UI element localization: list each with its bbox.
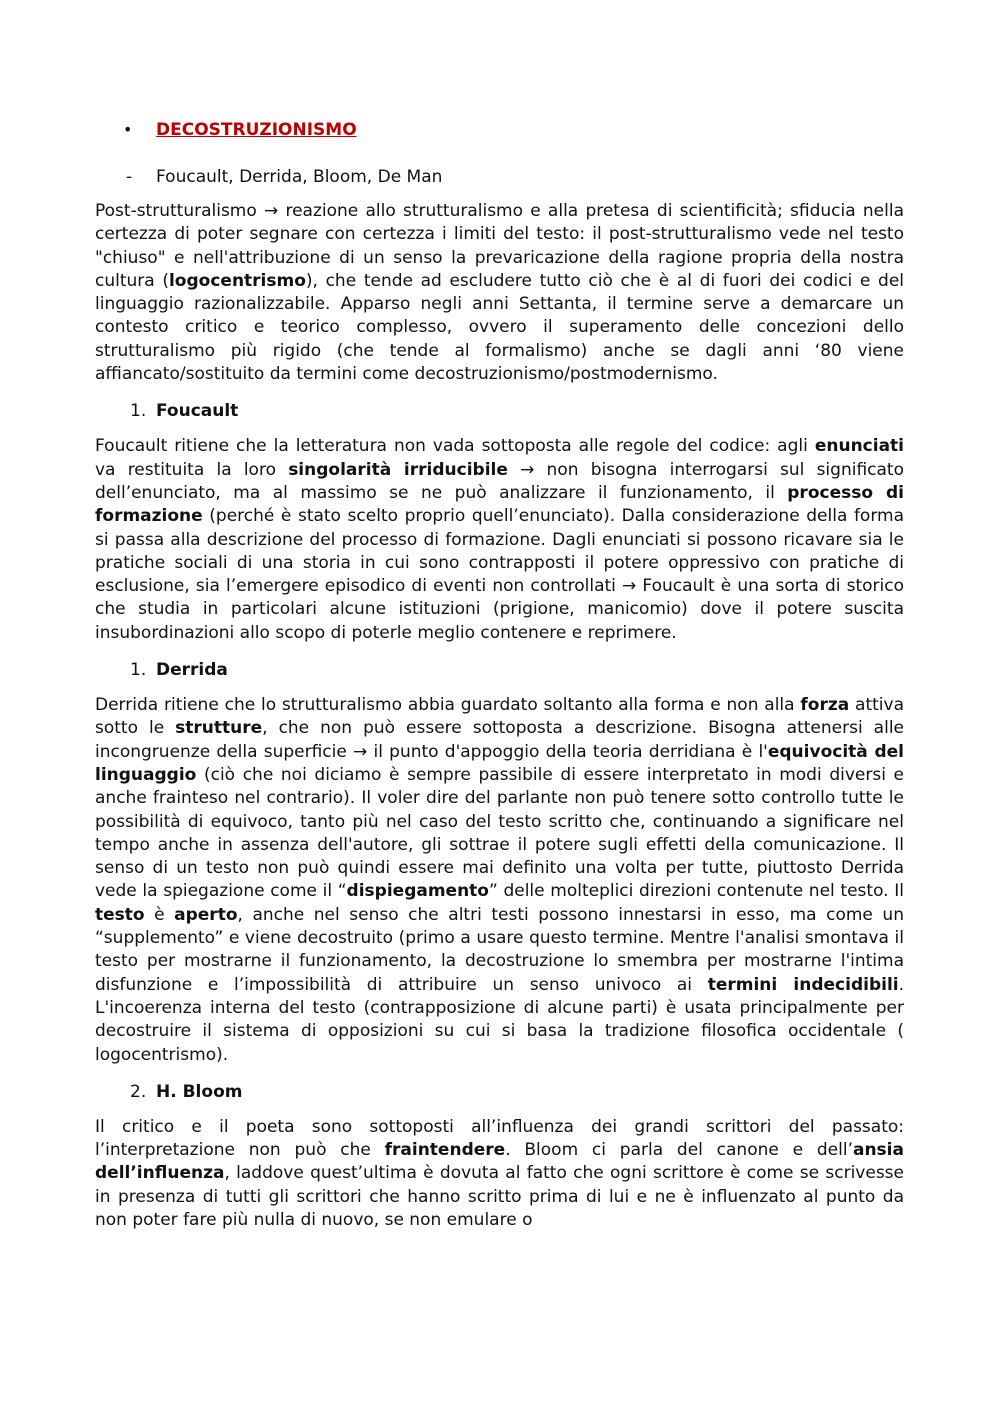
bold-term: processo di formazione	[95, 482, 904, 527]
text-run: . Bloom ci parla del canone e dell’	[505, 1140, 853, 1161]
text-run: , laddove quest’ultima è dovuta al fatto che ogni scrittore è come se scrivesse in presenza di tutti gli scrittori che hanno scritto prima di lui e ne è influenzato al punto da non poter fare più nulla di nuovo, se non emulare o	[95, 1163, 904, 1230]
bold-term: aperto	[174, 904, 238, 925]
heading-bloom	[95, 1080, 904, 1104]
bold-term: testo	[95, 904, 145, 925]
bold-term: logocentrismo	[168, 270, 306, 291]
text-run: ” delle molteplici direzioni contenute nel testo. Il	[488, 881, 904, 902]
authors-list: Foucault, Derrida, Bloom, De Man	[156, 167, 443, 187]
text-run: attiva sotto le	[95, 695, 904, 739]
bold-term: dispiegamento	[346, 881, 489, 902]
heading-foucault	[95, 399, 904, 423]
bold-term: strutture	[175, 718, 263, 739]
text-run: . L'incoerenza interna del testo (contrapposizione di alcune parti) è usata principalmente per decostruire il sistema di opposizioni su cui si basa la tradizione filosofica occidentale ( logocentrismo).	[95, 974, 905, 1065]
text-run: (perché è stato scelto proprio quell’enunciato). Dalla considerazione della forma si passa alla descrizione del processo di formazione. Dagli enunciati si possono ricavare sia le pratiche sociali di una storia in cui sono contrapposti il potere oppressivo con pratiche di esclusione, sia l’emergere episodico di eventi non controllati → Foucault è una sorta di storico che studia in particolari alcune istituzioni (prigione, manicomio) dove il potere suscita insubordinazioni allo scopo di poterle meglio contenere e reprimere.	[95, 506, 904, 643]
heading-label: Foucault	[156, 401, 239, 422]
heading-derrida	[95, 658, 904, 682]
text-run: va restituita la loro	[95, 459, 289, 480]
bold-term: fraintendere	[384, 1140, 506, 1161]
text-run: → non bisogna interrogarsi sul significato dell’enunciato, ma al massimo se ne può analizzare il funzionamento, il	[95, 459, 904, 503]
text-run: Foucault ritiene che la letteratura non vada sottoposta alle regole del codice: agli	[95, 436, 815, 457]
text-run: , che non può essere sottoposta a descrizione. Bisogna attenersi alle incongruenze della superficie → il punto d'appoggio della teoria derridiana è l'	[95, 718, 904, 762]
list-number: 2.	[130, 1081, 147, 1102]
bold-term: termini indecidibili	[707, 974, 899, 995]
bold-term: forza	[800, 695, 850, 716]
document-body	[95, 116, 904, 1236]
list-number: 1.	[130, 660, 147, 681]
text-run: Derrida ritiene che lo strutturalismo abbia guardato soltanto alla forma e non alla	[95, 695, 801, 716]
heading-label: Derrida	[156, 660, 228, 681]
text-run: (ciò che noi diciamo è sempre passibile di essere interpretato in modi diversi e anche frainteso nel contrario). Il voler dire del parlante non può tenere sotto controllo tutte le possibilità di equivoco, tanto più nel caso del testo scritto che, continuando a significare nel tempo anche in assenza dell'autore, gli sottrae il potere sugli effetti della comunicazione. Il senso di un testo non può quindi essere mai definito una volta per tutte, piuttosto Derrida vede la spiegazione come il “	[95, 764, 904, 902]
derrida-paragraph	[95, 694, 904, 1067]
text-run: Il critico e il poeta sono sottoposti all’influenza dei grandi scrittori del passato: l’interpretazione non può che	[95, 1116, 904, 1161]
text-run: ), che tende ad escludere tutto ciò che è al di fuori dei codici e del linguaggio razionalizzabile. Apparso negli anni Settanta, il termine serve a demarcare un contesto critico e teorico complesso, ovvero il superamento delle concezioni dello strutturalismo più rigido (che tende al formalismo) anche se dagli anni ‘80 viene affiancato/sostituito da termini come decostruzionismo/postmodernismo.	[95, 270, 905, 385]
foucault-paragraph	[95, 435, 904, 645]
authors-row	[95, 164, 904, 190]
heading-label: H. Bloom	[156, 1081, 243, 1102]
dash-marker: -	[126, 167, 133, 187]
list-number: 1.	[130, 401, 147, 422]
text-run: è	[144, 904, 175, 925]
bold-term: equivocità del linguaggio	[95, 741, 905, 785]
bullet-icon: •	[123, 120, 133, 139]
bloom-paragraph	[95, 1116, 904, 1236]
intro-paragraph	[95, 200, 904, 386]
bold-term: singolarità irriducibile	[288, 459, 508, 480]
text-run: Post-strutturalismo → reazione allo strutturalismo e alla pretesa di scientificità; sfiducia nella certezza di poter segnare con certezza i limiti del testo: il post-strutturalismo vede nel testo "chiuso" e nell'attribuzione di un senso la prevaricazione della ragione propria della nostra cultura (	[95, 201, 904, 291]
bold-term: enunciati	[814, 436, 904, 457]
section-title: DECOSTRUZIONISMO	[156, 120, 357, 140]
text-run: , anche nel senso che altri testi possono innestarsi in esso, ma come un “supplemento” e viene decostruito (primo a usare questo termine. Mentre l'analisi smontava il testo per mostrarne il funzionamento, la decostruzione lo smembra per mostrarne l'intima disfunzione e l’impossibilità di attribuire un senso univoco ai	[95, 904, 904, 995]
bold-term: ansia dell’influenza	[95, 1140, 904, 1184]
section-title-row	[95, 116, 904, 144]
